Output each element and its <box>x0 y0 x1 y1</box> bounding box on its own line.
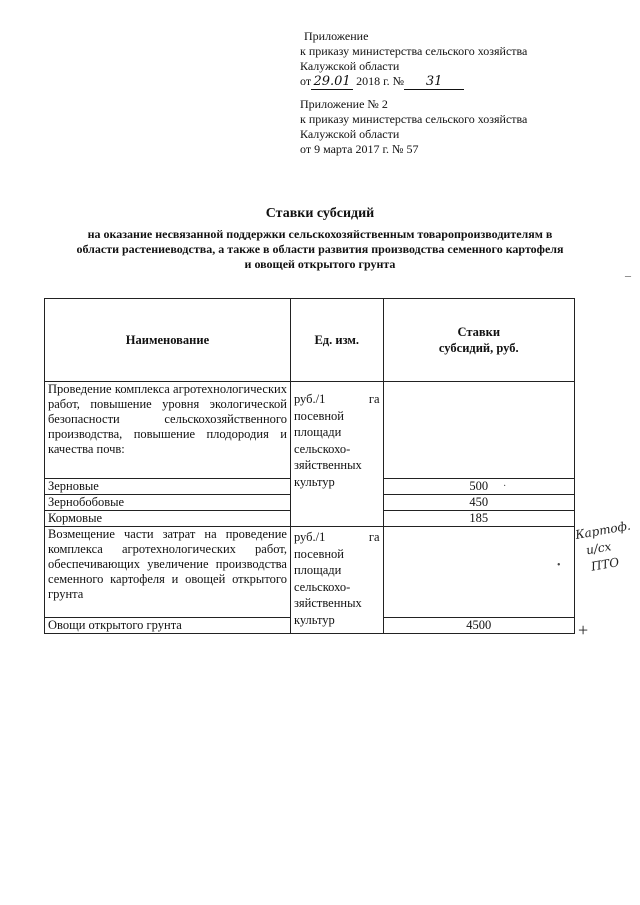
header-name: Наименование <box>45 299 291 382</box>
appendix-title: Приложение <box>304 29 369 43</box>
date-prefix: от <box>300 74 312 88</box>
appendix-order-line: к приказу министерства сельского хозяйства <box>300 44 528 58</box>
header-rate-line1: Ставки <box>457 325 501 339</box>
group2-rate-empty <box>383 527 574 618</box>
margin-note-line3: ПТО <box>589 555 621 574</box>
handwritten-date: 29.01 <box>311 74 353 90</box>
scan-mark: – <box>625 268 631 282</box>
margin-note-line1: Картоф. <box>574 518 632 543</box>
handwritten-plus-mark: + <box>578 620 589 640</box>
unit-line: площади <box>293 425 342 440</box>
table-header-row <box>45 299 575 382</box>
row-value: 4500 <box>383 618 574 634</box>
unit-line: площади <box>293 563 342 578</box>
row-value: 185 <box>383 511 574 527</box>
group2-description: Возмещение части затрат на проведение комплекса агротехнологических работ, обеспечивающих увеличение производства семенного картофеля и овощей открытого грунта <box>45 527 291 618</box>
row-name: Зернобобовые <box>45 495 291 511</box>
unit-line: посевной <box>293 546 344 561</box>
appendix-date-line <box>300 74 527 90</box>
scan-dot: • <box>557 560 561 571</box>
document-subtitle <box>0 227 640 272</box>
handwritten-number: 31 <box>404 74 464 90</box>
unit-a: руб./1 <box>293 530 326 544</box>
handwritten-margin-note <box>574 518 638 578</box>
appendix2-order-line: к приказу министерства сельского хозяйства <box>300 112 528 126</box>
table-row <box>45 527 575 618</box>
row-name: Овощи открытого грунта <box>45 618 291 634</box>
appendix-block-current <box>300 29 527 90</box>
unit-line: сельскохо- <box>293 579 351 594</box>
unit-line: зяйственных <box>293 458 362 473</box>
unit-line: зяйственных <box>293 596 362 611</box>
subtitle-line-2: области растениеводства, а также в области развития производства семенного картофеля <box>76 242 564 256</box>
row-value: 500 <box>383 479 574 495</box>
group1-rate-empty <box>383 382 574 479</box>
date-year: 2018 г. № <box>353 74 405 88</box>
appendix2-date-line: от 9 марта 2017 г. № 57 <box>300 142 419 156</box>
margin-note-line2: и/сх <box>585 539 613 558</box>
unit-line: культур <box>293 474 335 489</box>
appendix-region-line: Калужской области <box>300 59 400 73</box>
header-unit: Ед. изм. <box>290 299 383 382</box>
scan-dot: · <box>503 481 507 492</box>
appendix2-title: Приложение № 2 <box>300 97 388 111</box>
row-name: Кормовые <box>45 511 291 527</box>
table-row <box>45 382 575 479</box>
subtitle-line-3: и овощей открытого грунта <box>244 257 396 271</box>
document-title: Ставки субсидий <box>265 206 375 221</box>
group1-description: Проведение комплекса агротехнологических работ, повышение уровня экологической безопасности сельскохозяйственного производства, повышение плодородия и качества почв: <box>45 382 291 479</box>
appendix2-region-line: Калужской области <box>300 127 400 141</box>
unit-b: га <box>368 392 380 406</box>
row-value: 450 <box>383 495 574 511</box>
unit-line: посевной <box>293 408 344 423</box>
appendix-block-original <box>300 97 527 157</box>
header-rate-line2: субсидий, руб. <box>438 341 519 355</box>
row-name: Зерновые <box>45 479 291 495</box>
subsidy-rates-table <box>44 298 575 634</box>
group1-unit <box>290 382 383 527</box>
unit-b: га <box>368 530 380 544</box>
unit-a: руб./1 <box>293 392 326 406</box>
unit-line: культур <box>293 612 335 627</box>
header-rate <box>383 299 574 382</box>
unit-line: сельскохо- <box>293 441 351 456</box>
group2-unit <box>290 527 383 634</box>
subtitle-line-1: на оказание несвязанной поддержки сельскохозяйственным товаропроизводителям в <box>87 227 553 241</box>
